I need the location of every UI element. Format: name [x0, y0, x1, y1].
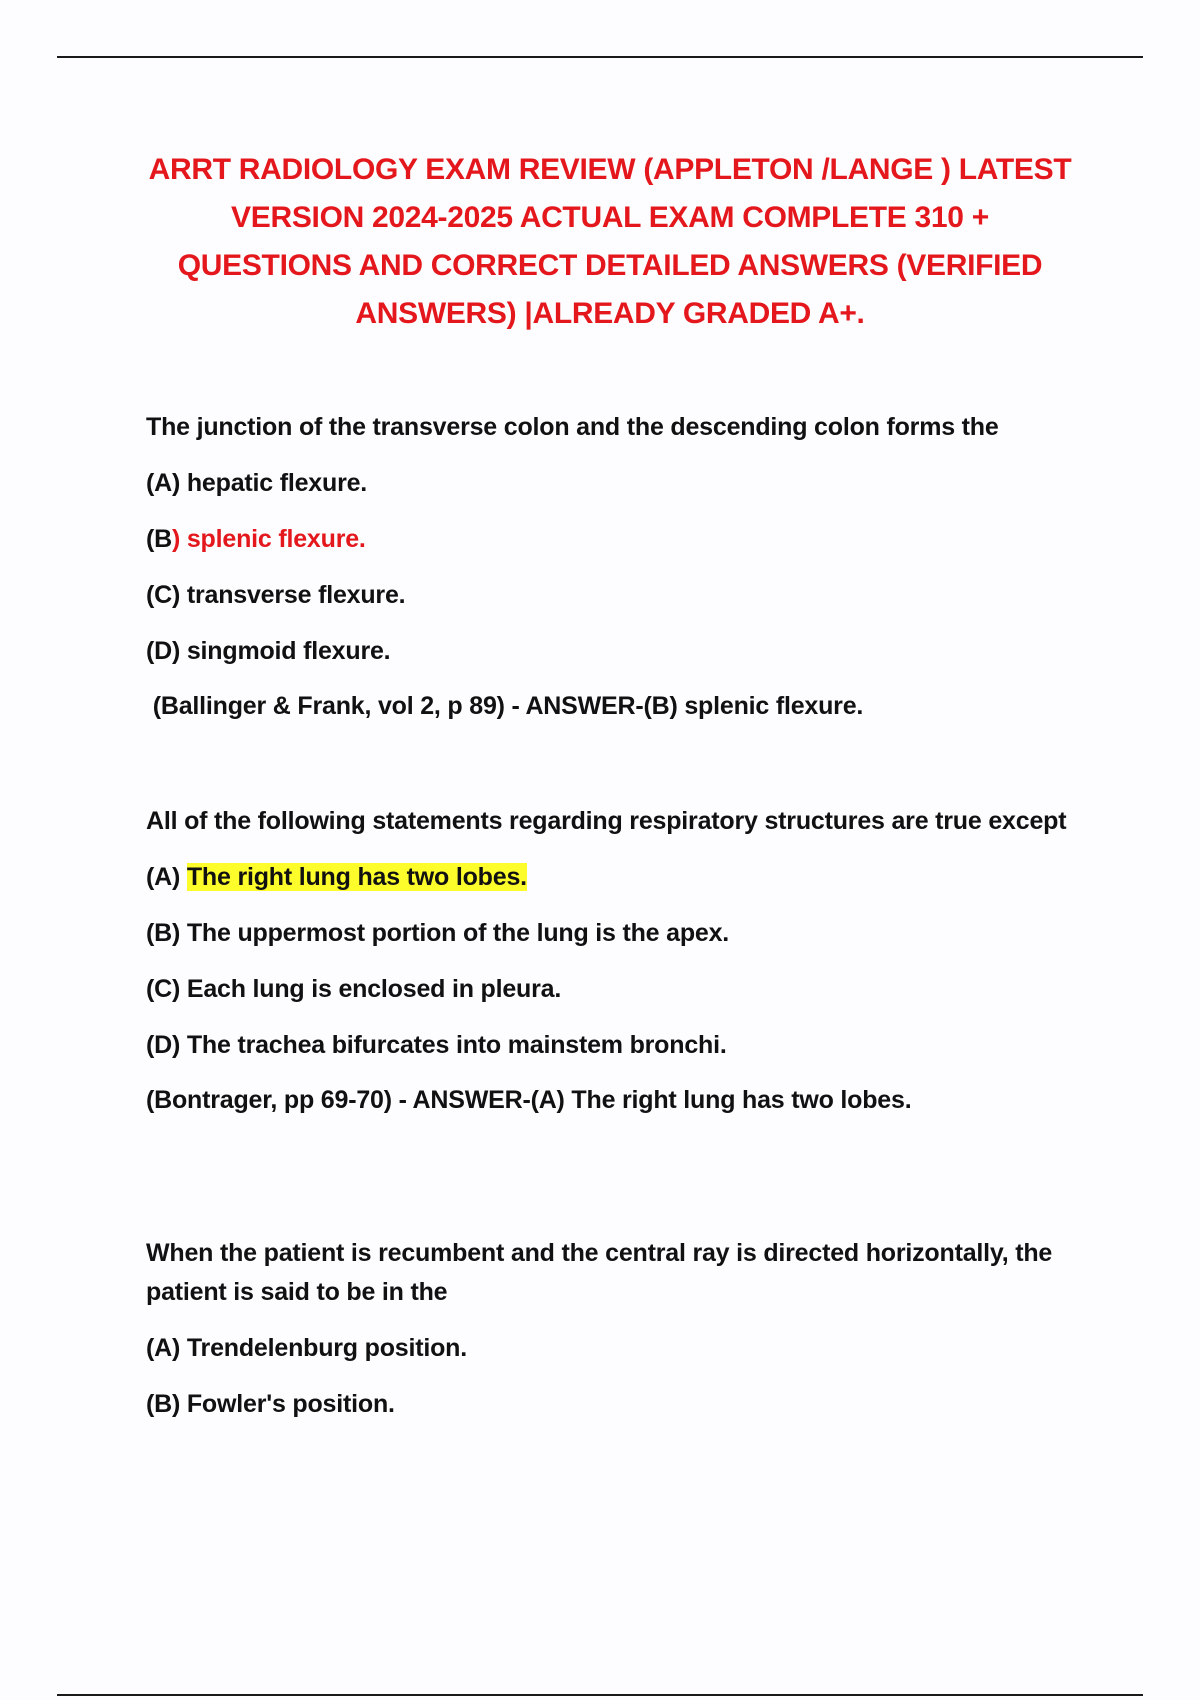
question-stem: All of the following statements regarding respiratory structures are true except	[146, 807, 1067, 835]
option-a-highlighted-text: The right lung has two lobes.	[186, 863, 527, 891]
question-stem: When the patient is recumbent and the central ray is directed horizontally, the patient is said to be in the	[146, 1239, 1053, 1306]
question-3	[146, 1234, 1096, 1424]
option-a	[146, 858, 1096, 897]
title-line: QUESTIONS AND CORRECT DETAILED ANSWERS (VERIFIED	[177, 249, 1043, 282]
bottom-rule	[57, 1694, 1143, 1696]
document-title	[130, 146, 1090, 338]
title-line: ANSWERS) |ALREADY GRADED A+.	[355, 297, 865, 330]
option-b: (B) The uppermost portion of the lung is the apex.	[146, 919, 730, 947]
question-1	[146, 408, 1096, 726]
title-line: ARRT RADIOLOGY EXAM REVIEW (APPLETON /LANGE ) LATEST	[148, 153, 1072, 186]
title-line: VERSION 2024-2025 ACTUAL EXAM COMPLETE 310 +	[231, 201, 989, 234]
option-c: (C) Each lung is enclosed in pleura.	[146, 975, 562, 1003]
option-b-prefix: (B	[146, 525, 172, 553]
answer-line: (Ballinger & Frank, vol 2, p 89) - ANSWER-(B) splenic flexure.	[146, 692, 864, 720]
answer-line: (Bontrager, pp 69-70) - ANSWER-(A) The right lung has two lobes.	[146, 1086, 912, 1114]
option-d: (D) singmoid flexure.	[146, 637, 391, 665]
option-b: (B) Fowler's position.	[146, 1390, 395, 1418]
option-a: (A) hepatic flexure.	[146, 469, 368, 497]
top-rule	[57, 56, 1143, 58]
option-b	[146, 520, 1096, 559]
option-c: (C) transverse flexure.	[146, 581, 406, 609]
option-a-prefix: (A)	[146, 863, 187, 891]
option-b-correct-text: ) splenic flexure.	[171, 525, 366, 553]
option-d: (D) The trachea bifurcates into mainstem bronchi.	[146, 1031, 727, 1059]
question-stem: The junction of the transverse colon and the descending colon forms the	[146, 413, 999, 441]
option-a: (A) Trendelenburg position.	[146, 1334, 467, 1362]
question-2	[146, 802, 1096, 1120]
